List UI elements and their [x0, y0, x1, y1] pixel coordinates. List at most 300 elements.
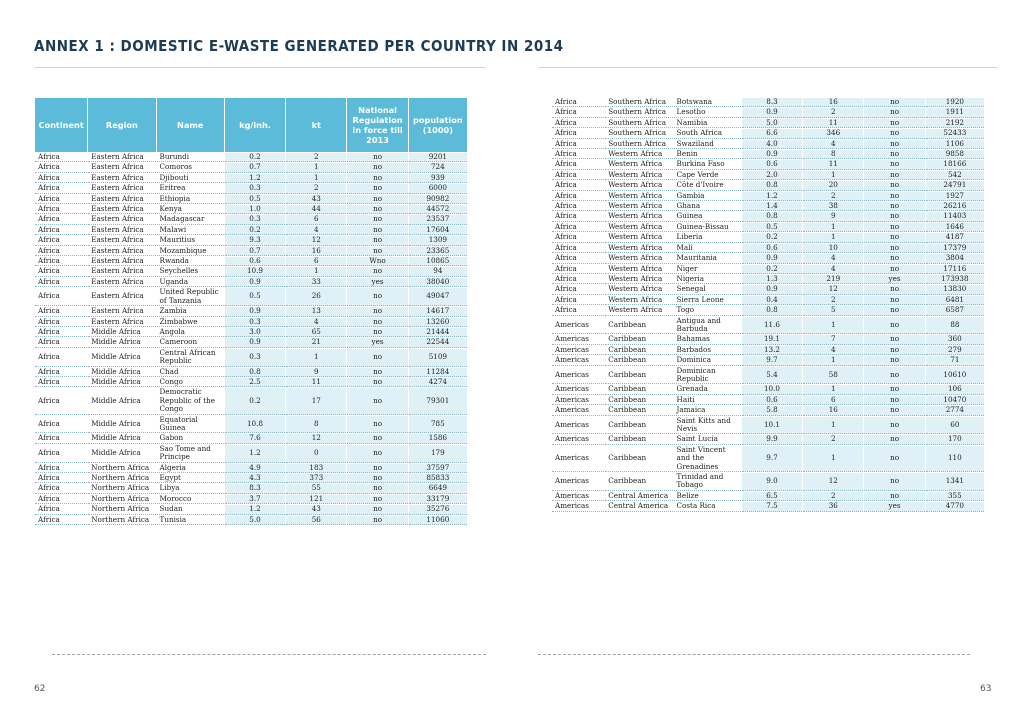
cell-kg-per-inhabitant: 5.0 — [742, 119, 802, 128]
cell-name: Benin — [674, 150, 741, 159]
cell-kg-per-inhabitant: 1.0 — [225, 205, 285, 214]
table-body-left — [35, 153, 467, 525]
cell-population: 14617 — [409, 307, 467, 316]
cell-regulation: no — [347, 484, 407, 493]
cell-regulation: yes — [347, 338, 407, 347]
table-row — [552, 192, 984, 201]
cell-kg-per-inhabitant: 13.2 — [742, 346, 802, 355]
cell-kg-per-inhabitant: 0.9 — [742, 285, 802, 294]
cell-continent: Africa — [552, 140, 604, 149]
cell-continent: Africa — [552, 296, 604, 305]
cell-continent: Africa — [35, 184, 87, 193]
footer-rule-left — [52, 654, 486, 655]
cell-regulation: no — [864, 346, 924, 355]
cell-kt: 4 — [286, 226, 346, 235]
cell-population: 724 — [409, 163, 467, 172]
cell-population: 17604 — [409, 226, 467, 235]
cell-kt: 2 — [286, 184, 346, 193]
cell-region: Caribbean — [605, 417, 672, 435]
cell-population: 279 — [926, 346, 984, 355]
cell-regulation: no — [864, 181, 924, 190]
table-row — [552, 223, 984, 232]
cell-name: Djibouti — [157, 174, 224, 183]
cell-regulation: no — [864, 119, 924, 128]
cell-name: Libya — [157, 484, 224, 493]
cell-kg-per-inhabitant: 0.2 — [742, 233, 802, 242]
cell-kg-per-inhabitant: 0.4 — [742, 296, 802, 305]
table-row — [35, 378, 467, 387]
cell-population: 1309 — [409, 236, 467, 245]
cell-regulation: no — [347, 184, 407, 193]
cell-population: 49047 — [409, 288, 467, 306]
cell-name: Trinidad and Tobago — [674, 473, 741, 491]
cell-kg-per-inhabitant: 0.2 — [225, 226, 285, 235]
cell-regulation: no — [864, 254, 924, 263]
table-row — [35, 307, 467, 316]
cell-population: 106 — [926, 385, 984, 394]
cell-region: Eastern Africa — [88, 236, 155, 245]
cell-name: Guinea — [674, 212, 741, 221]
cell-name: Sao Tome and Principe — [157, 445, 224, 463]
cell-region: Middle Africa — [88, 434, 155, 443]
table-row — [552, 150, 984, 159]
cell-population: 360 — [926, 335, 984, 344]
table-row — [552, 306, 984, 315]
cell-regulation: yes — [864, 275, 924, 284]
cell-kg-per-inhabitant: 7.5 — [742, 502, 802, 511]
cell-continent: Africa — [552, 108, 604, 117]
cell-continent: Africa — [35, 205, 87, 214]
cell-kt: 346 — [803, 129, 863, 138]
cell-region: Middle Africa — [88, 368, 155, 377]
cell-kt: 2 — [803, 435, 863, 444]
cell-kg-per-inhabitant: 9.0 — [742, 473, 802, 491]
cell-regulation: no — [864, 406, 924, 415]
cell-name: Seychelles — [157, 267, 224, 276]
cell-region: Middle Africa — [88, 349, 155, 367]
table-row — [552, 254, 984, 263]
cell-kt: 1 — [803, 446, 863, 472]
cell-kg-per-inhabitant: 0.7 — [225, 163, 285, 172]
cell-region: Northern Africa — [88, 516, 155, 525]
cell-name: Mozambique — [157, 247, 224, 256]
cell-kt: 4 — [803, 254, 863, 263]
cell-population: 44572 — [409, 205, 467, 214]
cell-continent: Africa — [35, 349, 87, 367]
cell-kg-per-inhabitant: 1.2 — [225, 445, 285, 463]
cell-regulation: no — [864, 285, 924, 294]
cell-region: Southern Africa — [605, 140, 672, 149]
cell-kt: 55 — [286, 484, 346, 493]
cell-kt: 11 — [286, 378, 346, 387]
cell-kt: 1 — [286, 174, 346, 183]
cell-name: Uganda — [157, 278, 224, 287]
cell-region: Western Africa — [605, 275, 672, 284]
cell-name: Malawi — [157, 226, 224, 235]
cell-kt: 16 — [803, 98, 863, 107]
table-row — [552, 435, 984, 444]
cell-name: Central African Republic — [157, 349, 224, 367]
cell-regulation: no — [864, 317, 924, 335]
cell-region: Middle Africa — [88, 445, 155, 463]
cell-population: 60 — [926, 417, 984, 435]
cell-region: Western Africa — [605, 265, 672, 274]
table-row — [552, 296, 984, 305]
cell-population: 79301 — [409, 388, 467, 414]
cell-kt: 2 — [803, 492, 863, 501]
page-number-right: 63 — [980, 684, 992, 694]
cell-regulation: no — [347, 288, 407, 306]
cell-kg-per-inhabitant: 5.4 — [742, 367, 802, 385]
cell-kg-per-inhabitant: 0.9 — [225, 307, 285, 316]
cell-population: 1586 — [409, 434, 467, 443]
footer-rule-right — [538, 654, 970, 655]
cell-kg-per-inhabitant: 1.2 — [225, 174, 285, 183]
cell-population: 6587 — [926, 306, 984, 315]
cell-kt: 16 — [286, 247, 346, 256]
cell-population: 785 — [409, 416, 467, 434]
cell-kg-per-inhabitant: 10.8 — [225, 416, 285, 434]
cell-population: 10610 — [926, 367, 984, 385]
cell-kt: 4 — [803, 346, 863, 355]
cell-name: Liberia — [674, 233, 741, 242]
cell-kt: 7 — [803, 335, 863, 344]
cell-region: Caribbean — [605, 356, 672, 365]
cell-population: 24791 — [926, 181, 984, 190]
cell-region: Western Africa — [605, 202, 672, 211]
table-row — [552, 417, 984, 435]
cell-name: South Africa — [674, 129, 741, 138]
cell-population: 35276 — [409, 505, 467, 514]
cell-population: 17116 — [926, 265, 984, 274]
cell-kt: 58 — [803, 367, 863, 385]
cell-kt: 8 — [286, 416, 346, 434]
cell-region: Central America — [605, 492, 672, 501]
cell-kg-per-inhabitant: 9.7 — [742, 356, 802, 365]
cell-region: Middle Africa — [88, 378, 155, 387]
cell-continent: Americas — [552, 406, 604, 415]
header-region: Region — [88, 98, 155, 152]
cell-kt: 10 — [803, 244, 863, 253]
cell-name: Costa Rica — [674, 502, 741, 511]
cell-kt: 1 — [803, 317, 863, 335]
cell-population: 355 — [926, 492, 984, 501]
cell-population: 1920 — [926, 98, 984, 107]
cell-kg-per-inhabitant: 6.6 — [742, 129, 802, 138]
cell-regulation: no — [864, 367, 924, 385]
cell-continent: Africa — [552, 275, 604, 284]
cell-name: Zimbabwe — [157, 318, 224, 327]
cell-region: Eastern Africa — [88, 257, 155, 266]
cell-population: 71 — [926, 356, 984, 365]
cell-name: Cameroon — [157, 338, 224, 347]
cell-regulation: no — [864, 446, 924, 472]
cell-regulation: no — [864, 202, 924, 211]
cell-regulation: no — [864, 171, 924, 180]
cell-regulation: no — [864, 335, 924, 344]
cell-kt: 1 — [803, 356, 863, 365]
cell-continent: Americas — [552, 356, 604, 365]
cell-kt: 20 — [803, 181, 863, 190]
cell-regulation: no — [347, 416, 407, 434]
cell-region: Caribbean — [605, 385, 672, 394]
cell-regulation: no — [347, 495, 407, 504]
table-row — [552, 317, 984, 335]
cell-region: Middle Africa — [88, 416, 155, 434]
cell-regulation: no — [347, 388, 407, 414]
cell-population: 6649 — [409, 484, 467, 493]
cell-kt: 2 — [803, 192, 863, 201]
cell-population: 4187 — [926, 233, 984, 242]
header-kt: kt — [286, 98, 346, 152]
cell-kt: 1 — [803, 417, 863, 435]
table-row — [552, 473, 984, 491]
table-row — [35, 257, 467, 266]
cell-regulation: no — [864, 108, 924, 117]
cell-name: Egypt — [157, 474, 224, 483]
cell-kg-per-inhabitant: 0.9 — [225, 278, 285, 287]
title-rule-right — [538, 67, 998, 68]
cell-kt: 12 — [803, 473, 863, 491]
table-row — [552, 356, 984, 365]
cell-continent: Africa — [552, 233, 604, 242]
cell-continent: Africa — [552, 306, 604, 315]
table-row — [35, 174, 467, 183]
cell-regulation: no — [347, 328, 407, 337]
cell-region: Caribbean — [605, 446, 672, 472]
cell-name: Rwanda — [157, 257, 224, 266]
table-row — [552, 181, 984, 190]
cell-kg-per-inhabitant: 0.5 — [225, 195, 285, 204]
cell-population: 4274 — [409, 378, 467, 387]
cell-continent: Africa — [552, 192, 604, 201]
cell-continent: Africa — [35, 267, 87, 276]
cell-kg-per-inhabitant: 4.3 — [225, 474, 285, 483]
cell-region: Middle Africa — [88, 338, 155, 347]
cell-region: Eastern Africa — [88, 267, 155, 276]
cell-continent: Africa — [552, 212, 604, 221]
cell-continent: Africa — [35, 338, 87, 347]
cell-regulation: no — [864, 296, 924, 305]
cell-region: Middle Africa — [88, 328, 155, 337]
table-row — [35, 368, 467, 377]
cell-population: 9201 — [409, 153, 467, 162]
cell-kt: 13 — [286, 307, 346, 316]
cell-name: Senegal — [674, 285, 741, 294]
cell-name: Niger — [674, 265, 741, 274]
table-row — [552, 140, 984, 149]
cell-kt: 33 — [286, 278, 346, 287]
cell-population: 26216 — [926, 202, 984, 211]
table-row — [552, 160, 984, 169]
cell-name: Equatorial Guinea — [157, 416, 224, 434]
cell-name: Comoros — [157, 163, 224, 172]
cell-region: Western Africa — [605, 296, 672, 305]
cell-kt: 0 — [286, 445, 346, 463]
table-row — [552, 129, 984, 138]
cell-kg-per-inhabitant: 0.3 — [225, 184, 285, 193]
data-table-right — [551, 97, 985, 513]
cell-region: Western Africa — [605, 285, 672, 294]
cell-name: Bahamas — [674, 335, 741, 344]
cell-kg-per-inhabitant: 10.9 — [225, 267, 285, 276]
cell-name: Grenada — [674, 385, 741, 394]
cell-regulation: yes — [347, 278, 407, 287]
cell-region: Caribbean — [605, 346, 672, 355]
cell-kg-per-inhabitant: 2.0 — [742, 171, 802, 180]
cell-region: Northern Africa — [88, 505, 155, 514]
cell-continent: Africa — [35, 288, 87, 306]
table-row — [552, 212, 984, 221]
cell-regulation: no — [864, 473, 924, 491]
table-row — [552, 446, 984, 472]
cell-kg-per-inhabitant: 0.5 — [225, 288, 285, 306]
cell-continent: Africa — [35, 318, 87, 327]
cell-continent: Americas — [552, 417, 604, 435]
cell-population: 1106 — [926, 140, 984, 149]
cell-continent: Africa — [35, 174, 87, 183]
cell-kt: 6 — [803, 396, 863, 405]
cell-population: 88 — [926, 317, 984, 335]
table-row — [35, 247, 467, 256]
cell-name: Mauritania — [674, 254, 741, 263]
header-national-regulation: National Regulation in force till 2013 — [347, 98, 407, 152]
cell-population: 11403 — [926, 212, 984, 221]
cell-regulation: no — [864, 244, 924, 253]
cell-population: 170 — [926, 435, 984, 444]
cell-name: Swaziland — [674, 140, 741, 149]
cell-continent: Africa — [35, 163, 87, 172]
table-row — [35, 153, 467, 162]
cell-continent: Africa — [35, 278, 87, 287]
cell-region: Caribbean — [605, 473, 672, 491]
cell-kt: 4 — [803, 140, 863, 149]
cell-name: Ghana — [674, 202, 741, 211]
cell-continent: Africa — [552, 202, 604, 211]
table-row — [35, 484, 467, 493]
cell-name: Saint Vincent and the Grenadines — [674, 446, 741, 472]
table-row — [35, 464, 467, 473]
cell-kt: 44 — [286, 205, 346, 214]
cell-kg-per-inhabitant: 1.3 — [742, 275, 802, 284]
header-kg-per-inhabitant: kg/inh. — [225, 98, 285, 152]
cell-name: Eritrea — [157, 184, 224, 193]
cell-name: Burundi — [157, 153, 224, 162]
cell-name: Sierra Leone — [674, 296, 741, 305]
cell-regulation: no — [864, 396, 924, 405]
cell-region: Eastern Africa — [88, 288, 155, 306]
cell-kg-per-inhabitant: 0.9 — [742, 254, 802, 263]
cell-name: Kenya — [157, 205, 224, 214]
cell-regulation: no — [347, 378, 407, 387]
title-rule-left — [34, 67, 486, 68]
cell-continent: Americas — [552, 335, 604, 344]
page-number-left: 62 — [34, 684, 46, 694]
cell-name: Botswana — [674, 98, 741, 107]
table-row — [35, 318, 467, 327]
cell-name: Nigeria — [674, 275, 741, 284]
cell-kg-per-inhabitant: 9.9 — [742, 435, 802, 444]
cell-region: Eastern Africa — [88, 318, 155, 327]
cell-population: 4770 — [926, 502, 984, 511]
cell-kg-per-inhabitant: 0.8 — [742, 306, 802, 315]
cell-continent: Africa — [552, 244, 604, 253]
cell-kt: 2 — [803, 108, 863, 117]
cell-regulation: no — [864, 140, 924, 149]
cell-kg-per-inhabitant: 0.3 — [225, 318, 285, 327]
cell-population: 939 — [409, 174, 467, 183]
cell-regulation: no — [347, 174, 407, 183]
cell-regulation: Wno — [347, 257, 407, 266]
cell-name: Congo — [157, 378, 224, 387]
table-row — [552, 406, 984, 415]
cell-regulation: no — [347, 516, 407, 525]
page-title: ANNEX 1 : DOMESTIC E-WASTE GENERATED PER COUNTRY IN 2014 — [34, 37, 564, 55]
table-row — [35, 195, 467, 204]
cell-kt: 12 — [803, 285, 863, 294]
cell-kg-per-inhabitant: 2.5 — [225, 378, 285, 387]
cell-kt: 1 — [286, 163, 346, 172]
cell-continent: Africa — [552, 98, 604, 107]
cell-population: 21444 — [409, 328, 467, 337]
cell-region: Southern Africa — [605, 129, 672, 138]
cell-kt: 16 — [803, 406, 863, 415]
cell-name: Barbados — [674, 346, 741, 355]
header-population: population (1000) — [409, 98, 467, 152]
cell-kg-per-inhabitant: 19.1 — [742, 335, 802, 344]
cell-region: Eastern Africa — [88, 195, 155, 204]
table-row — [35, 205, 467, 214]
cell-continent: Africa — [35, 416, 87, 434]
cell-population: 6000 — [409, 184, 467, 193]
cell-kg-per-inhabitant: 1.2 — [742, 192, 802, 201]
cell-continent: Africa — [35, 464, 87, 473]
cell-continent: Africa — [35, 257, 87, 266]
cell-population: 173938 — [926, 275, 984, 284]
cell-kt: 5 — [803, 306, 863, 315]
cell-kt: 9 — [286, 368, 346, 377]
cell-continent: Africa — [35, 247, 87, 256]
cell-kg-per-inhabitant: 10.0 — [742, 385, 802, 394]
cell-continent: Africa — [35, 226, 87, 235]
cell-kg-per-inhabitant: 0.9 — [742, 150, 802, 159]
cell-continent: Africa — [35, 328, 87, 337]
cell-continent: Africa — [35, 236, 87, 245]
cell-kt: 373 — [286, 474, 346, 483]
cell-name: Mali — [674, 244, 741, 253]
cell-kt: 1 — [803, 171, 863, 180]
cell-name: Gambia — [674, 192, 741, 201]
cell-name: Haiti — [674, 396, 741, 405]
cell-kt: 6 — [286, 257, 346, 266]
cell-region: Caribbean — [605, 335, 672, 344]
cell-regulation: no — [864, 192, 924, 201]
cell-continent: Africa — [35, 378, 87, 387]
table-row — [552, 335, 984, 344]
cell-regulation: no — [347, 195, 407, 204]
cell-kt: 43 — [286, 195, 346, 204]
cell-population: 13260 — [409, 318, 467, 327]
cell-name: Dominican Republic — [674, 367, 741, 385]
cell-name: Angola — [157, 328, 224, 337]
cell-population: 17379 — [926, 244, 984, 253]
table-row — [35, 505, 467, 514]
cell-population: 1341 — [926, 473, 984, 491]
cell-region: Western Africa — [605, 306, 672, 315]
cell-kt: 4 — [803, 265, 863, 274]
cell-continent: Americas — [552, 502, 604, 511]
header-continent: Continent — [35, 98, 87, 152]
